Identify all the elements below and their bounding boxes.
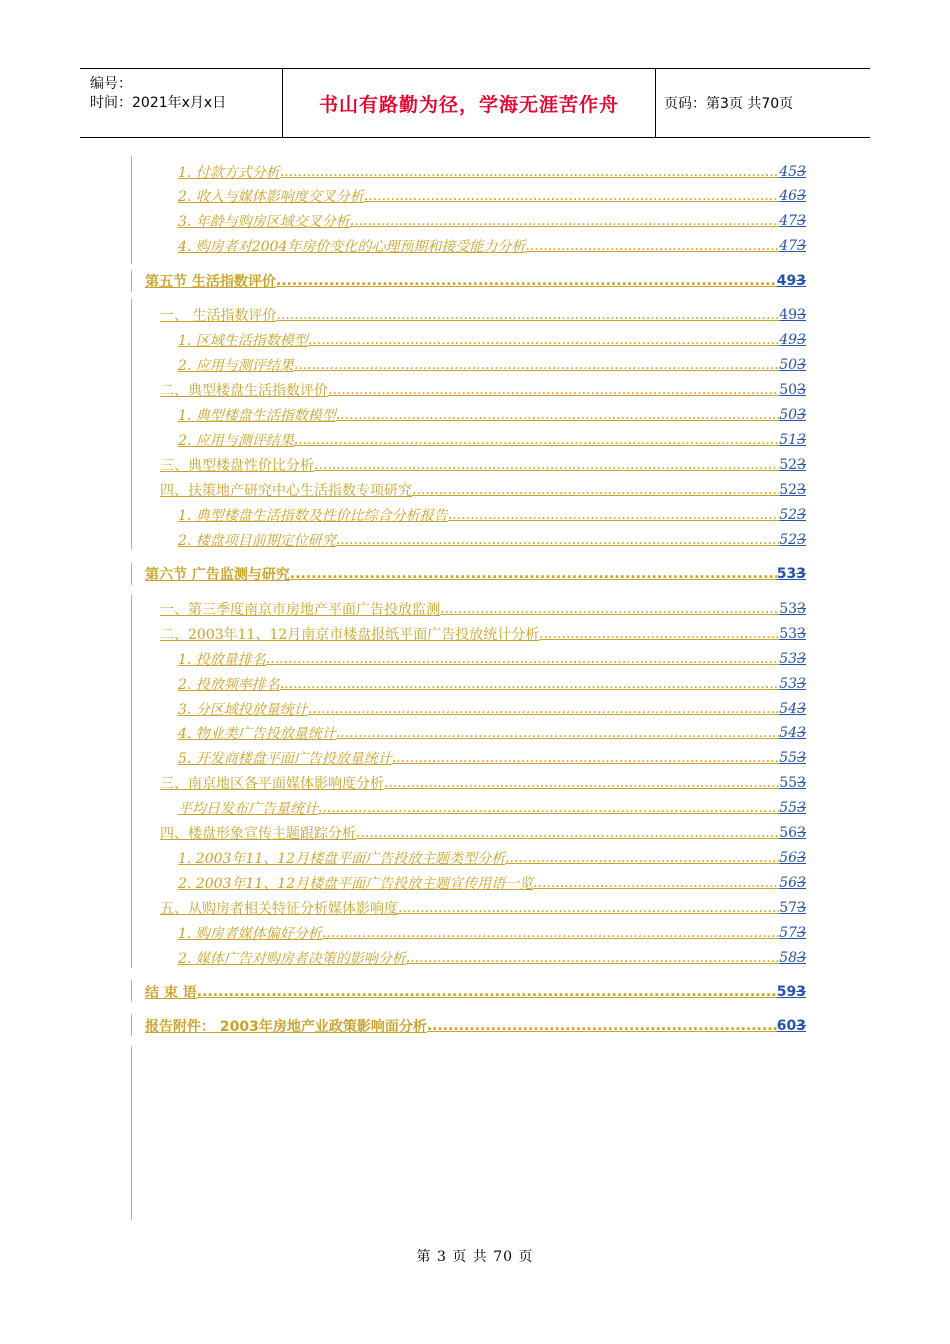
toc-page-revision-mark: 3 <box>796 273 806 289</box>
toc-entry-title: 报告附件： 2003年房地产业政策影响面分析 <box>145 1019 427 1035</box>
toc-entry-title: 一、 生活指数评价 <box>160 308 277 324</box>
toc-page-revision-mark: 3 <box>797 676 806 692</box>
toc-page-number[interactable] <box>779 701 806 717</box>
toc-section-entry[interactable] <box>145 562 806 586</box>
toc-page-value: 58 <box>779 950 798 966</box>
toc-page-number[interactable] <box>779 357 806 373</box>
toc-leader-dots <box>505 850 779 866</box>
margin-rule <box>131 298 132 550</box>
toc-entry[interactable] <box>178 328 806 352</box>
toc-entry[interactable] <box>178 503 806 527</box>
toc-page-revision-mark: 3 <box>797 164 806 180</box>
toc-leader-dots <box>539 626 779 642</box>
header-meta-cell <box>80 69 282 137</box>
toc-page-value: 47 <box>779 213 798 229</box>
toc-leader-dots <box>440 601 779 617</box>
toc-page-revision-mark: 3 <box>797 482 806 498</box>
toc-page-value: 53 <box>779 601 798 617</box>
toc-section-entry[interactable] <box>145 269 806 293</box>
margin-rule <box>131 1046 132 1220</box>
toc-page-number[interactable] <box>779 875 806 891</box>
toc-entry-title: 3. 分区域投放量统计 <box>178 702 308 718</box>
toc-leader-dots <box>406 950 779 966</box>
toc-entry[interactable] <box>178 946 806 970</box>
toc-page-revision-mark: 3 <box>797 651 806 667</box>
toc-leader-dots <box>294 357 779 373</box>
toc-page-number[interactable] <box>779 775 806 791</box>
toc-page-value: 55 <box>779 800 798 816</box>
toc-entry-title: 四、扶策地产研究中心生活指数专项研究 <box>160 483 412 499</box>
toc-entry[interactable] <box>178 209 806 233</box>
toc-page-number[interactable] <box>777 566 806 582</box>
toc-leader-dots <box>412 482 779 498</box>
toc-page-revision-mark: 3 <box>797 875 806 891</box>
toc-entry-title: 三、南京地区各平面媒体影响度分析 <box>160 776 384 792</box>
toc-entry[interactable] <box>160 478 806 502</box>
toc-page-number[interactable] <box>777 273 806 289</box>
toc-page-number[interactable] <box>779 213 806 229</box>
toc-leader-dots <box>364 188 779 204</box>
toc-entry[interactable] <box>178 846 806 870</box>
toc-page-number[interactable] <box>779 238 806 254</box>
margin-rule <box>131 156 132 264</box>
toc-page-number[interactable] <box>779 382 806 398</box>
toc-entry[interactable] <box>178 184 806 208</box>
toc-entry-title: 2. 楼盘项目前期定位研究 <box>178 533 336 549</box>
toc-entry[interactable] <box>178 160 806 184</box>
toc-page-number[interactable] <box>779 407 806 423</box>
toc-entry-title: 2. 2003年11、12月楼盘平面广告投放主题宣传用语一览 <box>178 876 534 892</box>
toc-entry[interactable] <box>178 721 806 745</box>
toc-page-number[interactable] <box>779 507 806 523</box>
toc-page-revision-mark: 3 <box>797 900 806 916</box>
header-motto: 书山有路勤为径，学海无涯苦作舟 <box>318 93 619 116</box>
toc-entry-title: 2. 投放频率排名 <box>178 677 280 693</box>
toc-page-value: 53 <box>779 626 798 642</box>
toc-leader-dots <box>336 725 779 741</box>
toc-entry-title: 平均日发布广告量统计 <box>178 801 318 817</box>
toc-section-entry[interactable] <box>145 1014 806 1038</box>
toc-entry[interactable] <box>178 353 806 377</box>
toc-page-revision-mark: 3 <box>797 701 806 717</box>
toc-page-number[interactable] <box>779 332 806 348</box>
toc-entry[interactable] <box>178 871 806 895</box>
toc-page-revision-mark: 3 <box>796 566 806 582</box>
toc-page-value: 52 <box>779 457 798 473</box>
toc-page-revision-mark: 3 <box>797 775 806 791</box>
toc-page-value: 53 <box>779 651 798 667</box>
toc-entry-title: 五、从购房者相关特征分析媒体影响度 <box>160 901 398 917</box>
toc-page-value: 50 <box>779 382 798 398</box>
toc-leader-dots <box>290 566 777 582</box>
toc-leader-dots <box>398 900 779 916</box>
toc-entry-title: 1. 典型楼盘生活指数模型 <box>178 408 336 424</box>
toc-page-number[interactable] <box>779 188 806 204</box>
toc-page-number[interactable] <box>779 601 806 617</box>
toc-page-number[interactable] <box>779 651 806 667</box>
toc-page-value: 56 <box>779 825 798 841</box>
toc-entry[interactable] <box>160 453 806 477</box>
toc-entry-title: 1. 付款方式分析 <box>178 165 280 181</box>
toc-page-revision-mark: 3 <box>797 357 806 373</box>
toc-leader-dots <box>350 213 779 229</box>
toc-entry[interactable] <box>160 303 806 327</box>
toc-page-revision-mark: 3 <box>797 532 806 548</box>
toc-entry-title: 2. 媒体广告对购房者决策的影响分析 <box>178 951 406 967</box>
page-info: 页码：第3页 共70页 <box>664 96 794 112</box>
toc-page-value: 50 <box>779 357 798 373</box>
toc-page-value: 57 <box>779 900 798 916</box>
toc-entry-title: 1. 购房者媒体偏好分析 <box>178 926 322 942</box>
toc-page-number[interactable] <box>779 457 806 473</box>
margin-rule <box>131 980 132 1002</box>
toc-entry-title: 结 束 语 <box>145 985 197 1001</box>
toc-entry[interactable] <box>178 647 806 671</box>
toc-entry-title: 二、2003年11、12月南京市楼盘报纸平面广告投放统计分析 <box>160 627 540 643</box>
toc-page-value: 53 <box>776 566 797 582</box>
toc-page-revision-mark: 3 <box>797 432 806 448</box>
toc-page-revision-mark: 3 <box>797 307 806 323</box>
toc-page-value: 56 <box>779 875 798 891</box>
document-header <box>80 68 870 138</box>
toc-leader-dots <box>280 676 779 692</box>
toc-page-value: 55 <box>779 775 798 791</box>
toc-entry[interactable] <box>178 697 806 721</box>
toc-leader-dots <box>336 532 779 548</box>
toc-page-value: 60 <box>776 1018 797 1034</box>
toc-page-number[interactable] <box>777 984 806 1000</box>
toc-page-number[interactable] <box>779 900 806 916</box>
toc-page-revision-mark: 3 <box>797 800 806 816</box>
toc-page-revision-mark: 3 <box>797 825 806 841</box>
toc-page-revision-mark: 3 <box>797 188 806 204</box>
toc-page-value: 54 <box>779 725 798 741</box>
toc-leader-dots <box>427 1018 777 1034</box>
toc-leader-dots <box>533 875 779 891</box>
toc-entry-title: 第五节 生活指数评价 <box>145 274 276 290</box>
toc-page-revision-mark: 3 <box>796 1018 806 1034</box>
toc-leader-dots <box>356 825 779 841</box>
toc-leader-dots <box>328 382 779 398</box>
toc-page-number[interactable] <box>779 307 806 323</box>
toc-page-value: 53 <box>779 676 798 692</box>
toc-page-value: 47 <box>779 238 798 254</box>
toc-page-number[interactable] <box>779 825 806 841</box>
toc-page-revision-mark: 3 <box>797 850 806 866</box>
toc-page-revision-mark: 3 <box>796 984 806 1000</box>
toc-leader-dots <box>314 457 779 473</box>
toc-page-value: 49 <box>779 332 798 348</box>
toc-leader-dots <box>280 164 779 180</box>
margin-rule <box>131 1014 132 1036</box>
toc-entry[interactable] <box>178 746 806 770</box>
toc-entry-title: 1. 典型楼盘生活指数及性价比综合分析报告 <box>178 508 448 524</box>
toc-entry-title: 4. 物业类广告投放量统计 <box>178 726 336 742</box>
toc-entry[interactable] <box>178 234 806 258</box>
toc-page-revision-mark: 3 <box>797 407 806 423</box>
toc-entry-title: 2. 应用与测评结果 <box>178 433 294 449</box>
toc-entry-title: 二、典型楼盘生活指数评价 <box>160 383 328 399</box>
toc-section-entry[interactable] <box>145 980 806 1004</box>
toc-page-value: 54 <box>779 701 798 717</box>
toc-entry[interactable] <box>160 597 806 621</box>
toc-page-number[interactable] <box>779 725 806 741</box>
toc-entry-title: 2. 收入与媒体影响度交叉分析 <box>178 189 364 205</box>
toc-page-number[interactable] <box>779 532 806 548</box>
toc-page-revision-mark: 3 <box>797 332 806 348</box>
toc-entry[interactable] <box>160 821 806 845</box>
toc-page-value: 49 <box>776 273 797 289</box>
toc-leader-dots <box>294 432 779 448</box>
toc-page-value: 50 <box>779 407 798 423</box>
toc-page-number[interactable] <box>779 850 806 866</box>
toc-page-value: 52 <box>779 532 798 548</box>
toc-leader-dots <box>276 273 777 289</box>
toc-page-revision-mark: 3 <box>797 238 806 254</box>
toc-page-number[interactable] <box>779 164 806 180</box>
toc-entry[interactable] <box>178 403 806 427</box>
toc-leader-dots <box>336 407 779 423</box>
margin-rule <box>131 270 132 292</box>
toc-leader-dots <box>392 750 779 766</box>
toc-leader-dots <box>197 984 777 1000</box>
time-label: 时间：2021年x月x日 <box>90 95 227 111</box>
toc-page-number[interactable] <box>777 1018 806 1034</box>
toc-page-number[interactable] <box>779 482 806 498</box>
toc-entry-title: 4. 购房者对2004年房价变化的心理预期和接受能力分析 <box>178 239 526 255</box>
toc-entry[interactable] <box>160 771 806 795</box>
toc-entry[interactable] <box>178 796 806 820</box>
margin-rule <box>131 594 132 968</box>
toc-page-revision-mark: 3 <box>797 382 806 398</box>
toc-entry-title: 第六节 广告监测与研究 <box>145 567 290 583</box>
toc-entry[interactable] <box>160 896 806 920</box>
toc-page-number[interactable] <box>779 800 806 816</box>
toc-page-revision-mark: 3 <box>797 626 806 642</box>
toc-entry[interactable] <box>160 622 806 646</box>
toc-page-value: 57 <box>779 925 798 941</box>
toc-page-value: 51 <box>779 432 798 448</box>
toc-page-revision-mark: 3 <box>797 507 806 523</box>
toc-page-value: 59 <box>776 984 797 1000</box>
toc-entry-title: 3. 年龄与购房区域交叉分析 <box>178 214 350 230</box>
toc-page-number[interactable] <box>779 925 806 941</box>
toc-page-value: 55 <box>779 750 798 766</box>
toc-page-revision-mark: 3 <box>797 750 806 766</box>
toc-leader-dots <box>276 307 779 323</box>
toc-page-value: 56 <box>779 850 798 866</box>
margin-rule <box>131 563 132 585</box>
toc-entry-title: 一、第三季度南京市房地产平面广告投放监测 <box>160 602 440 618</box>
toc-page-revision-mark: 3 <box>797 725 806 741</box>
toc-entry-title: 三、典型楼盘性价比分析 <box>160 458 314 474</box>
toc-leader-dots <box>384 775 779 791</box>
toc-leader-dots <box>308 332 779 348</box>
toc-leader-dots <box>322 925 779 941</box>
toc-leader-dots <box>308 701 779 717</box>
toc-entry[interactable] <box>178 921 806 945</box>
toc-page-revision-mark: 3 <box>797 925 806 941</box>
toc-entry-title: 1. 2003年11、12月楼盘平面广告投放主题类型分析 <box>178 851 506 867</box>
toc-leader-dots <box>266 651 779 667</box>
toc-page-revision-mark: 3 <box>797 950 806 966</box>
toc-page-number[interactable] <box>779 676 806 692</box>
toc-entry-title: 5. 开发商楼盘平面广告投放量统计 <box>178 751 392 767</box>
toc-page-number[interactable] <box>779 626 806 642</box>
toc-page-value: 46 <box>779 188 798 204</box>
toc-page-number[interactable] <box>779 750 806 766</box>
header-page-cell <box>656 69 870 137</box>
toc-entry-title: 四、楼盘形象宣传主题跟踪分析 <box>160 826 356 842</box>
number-label: 编号： <box>90 76 132 92</box>
toc-leader-dots <box>448 507 779 523</box>
toc-page-value: 52 <box>779 507 798 523</box>
toc-page-revision-mark: 3 <box>797 213 806 229</box>
toc-entry-title: 1. 投放量排名 <box>178 652 266 668</box>
toc-page-value: 52 <box>779 482 798 498</box>
toc-page-revision-mark: 3 <box>797 601 806 617</box>
toc-page-number[interactable] <box>779 950 806 966</box>
toc-page-revision-mark: 3 <box>797 457 806 473</box>
toc-entry[interactable] <box>178 528 806 552</box>
page-footer: 第 3 页 共 70 页 <box>416 1249 534 1265</box>
toc-leader-dots <box>525 238 779 254</box>
toc-entry[interactable] <box>160 378 806 402</box>
toc-page-number[interactable] <box>779 432 806 448</box>
toc-entry[interactable] <box>178 428 806 452</box>
toc-page-value: 45 <box>779 164 798 180</box>
toc-entry[interactable] <box>178 672 806 696</box>
toc-entry-title: 1. 区域生活指数模型 <box>178 333 308 349</box>
toc-page-value: 49 <box>779 307 798 323</box>
toc-entry-title: 2. 应用与测评结果 <box>178 358 294 374</box>
toc-leader-dots <box>318 800 779 816</box>
